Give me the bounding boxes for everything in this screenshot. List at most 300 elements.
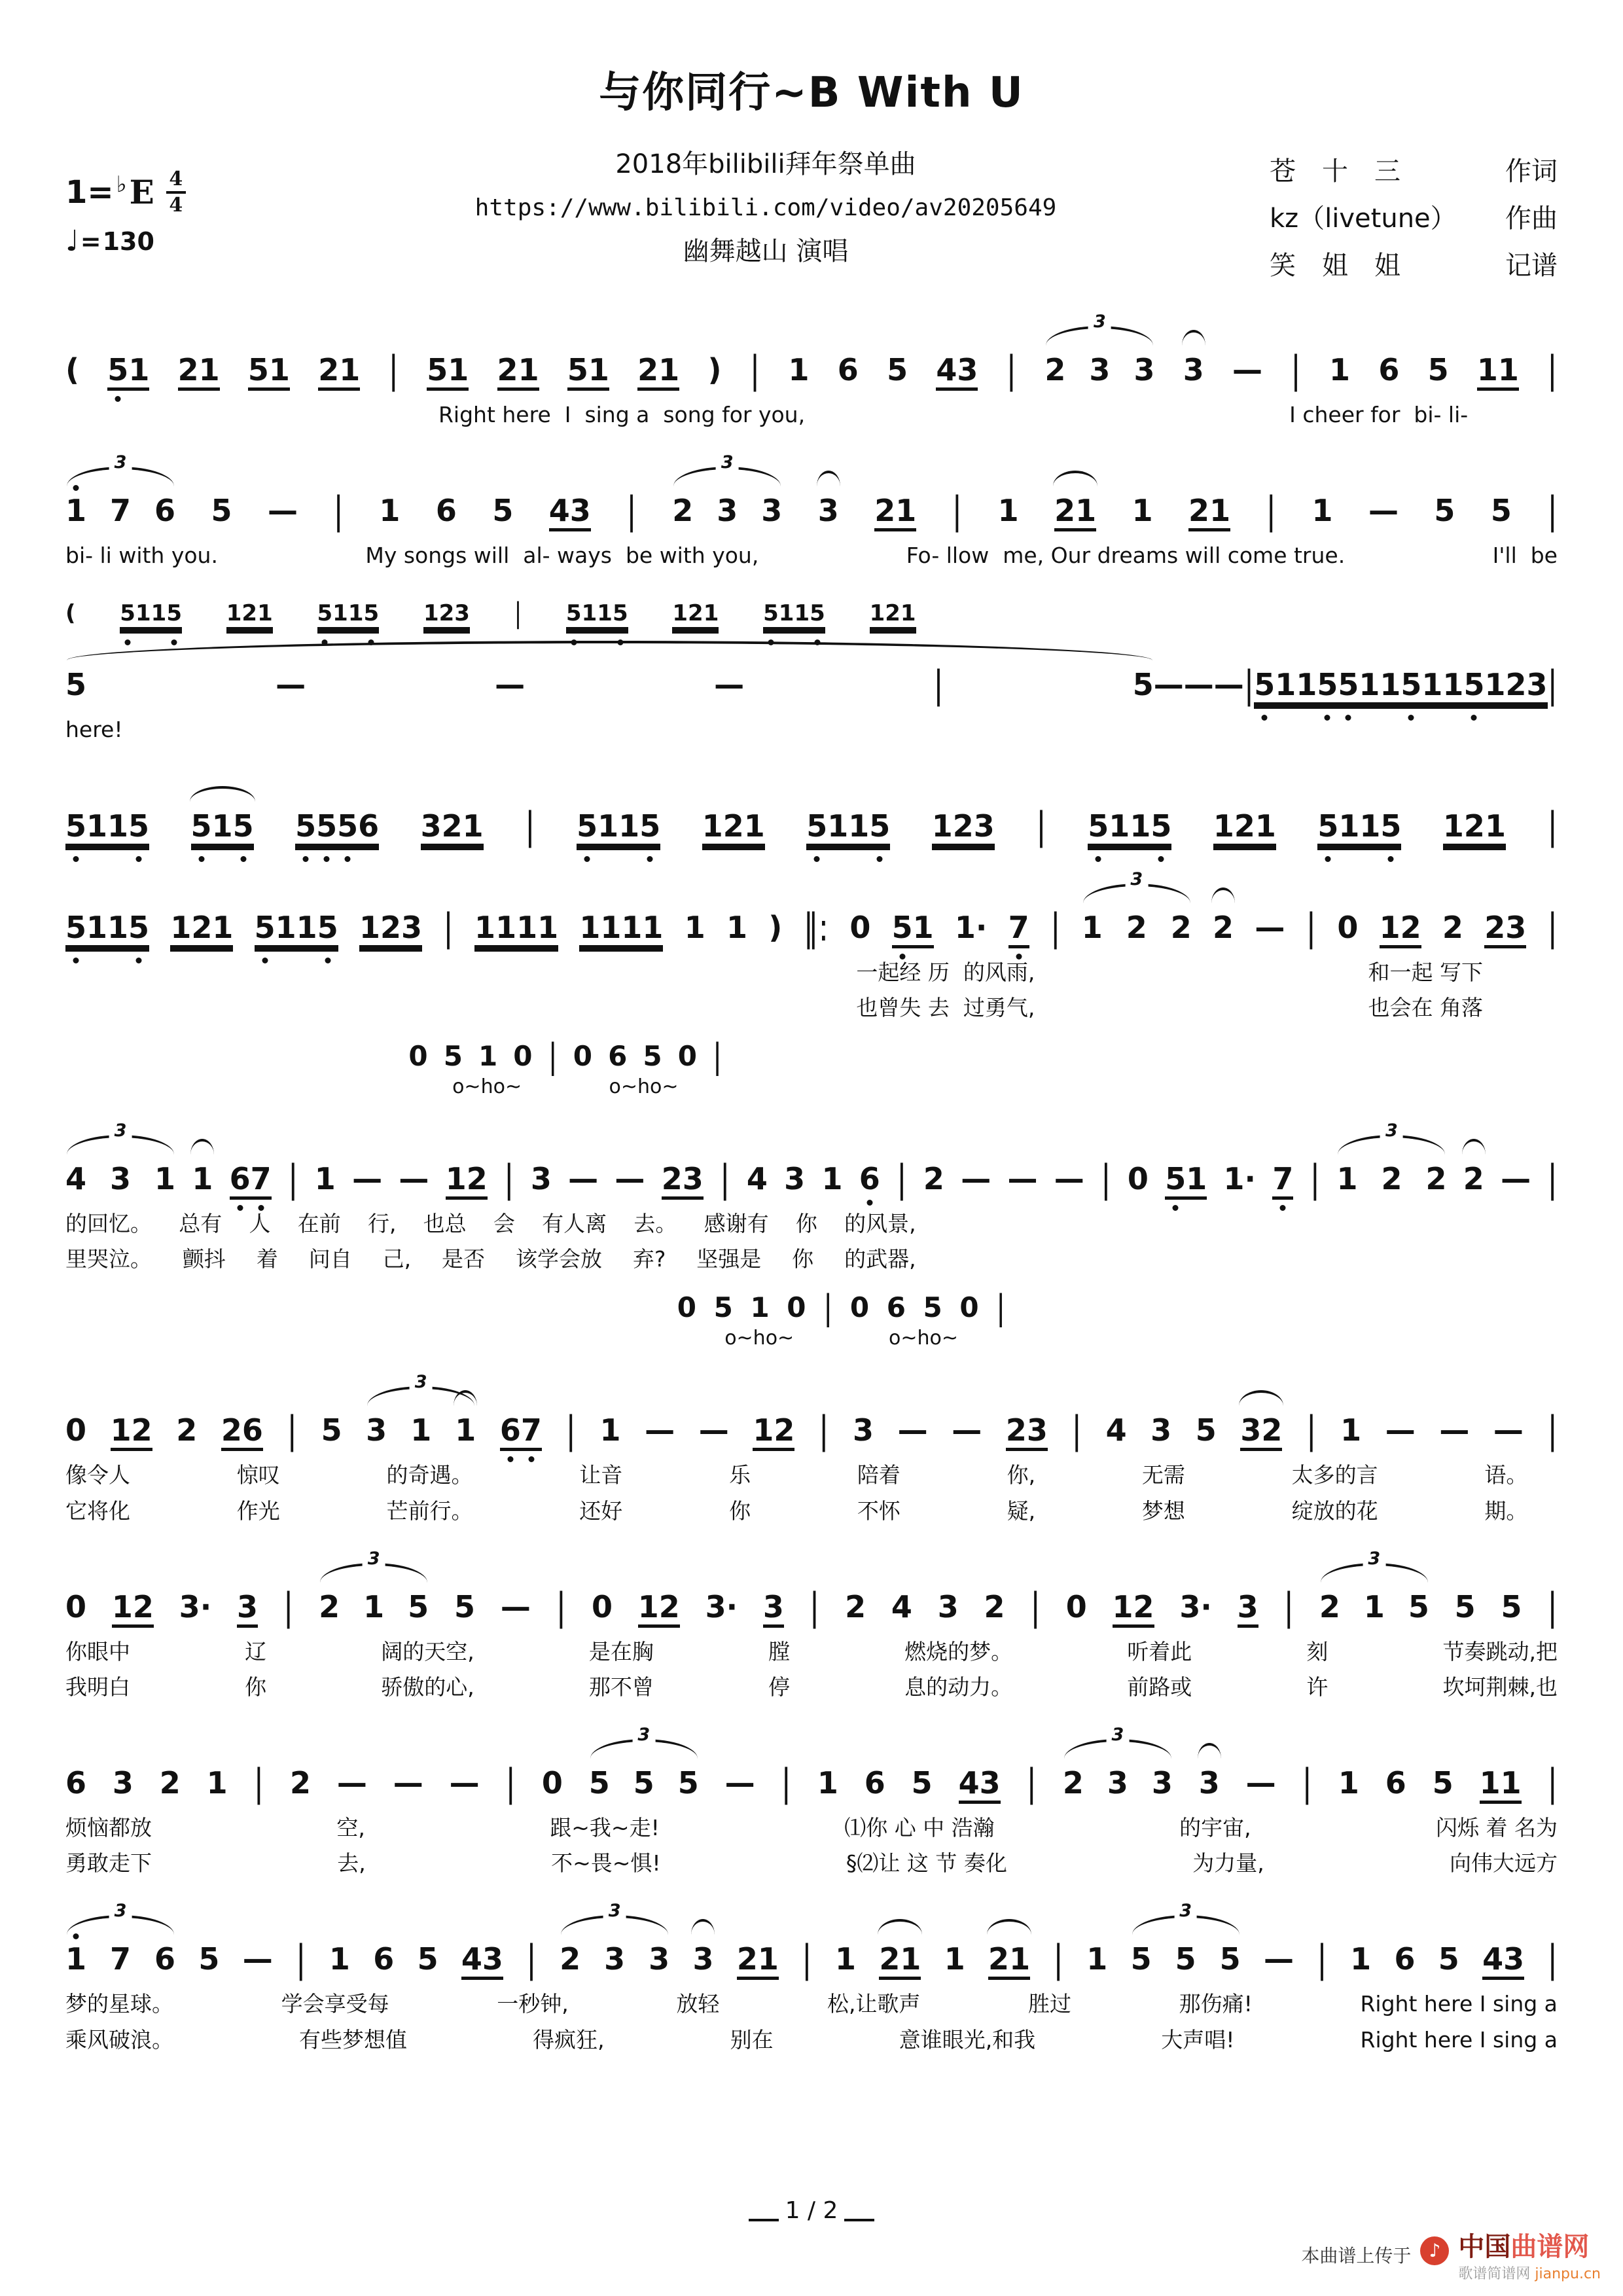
music-system [65,312,1558,430]
lyric-word: 胜过 [1028,1991,1072,2017]
note-char: 5 [633,1765,654,1801]
note-char: · [200,1588,212,1624]
note-char: 0 [849,909,871,945]
note-char: 0 [408,1039,428,1072]
lyrics-line [65,1672,1558,1702]
barline: | [1050,905,1061,950]
note [726,909,747,945]
note-char: 2 [885,600,901,627]
lyric-word: 语。 [1484,1462,1528,1488]
lyric-word: 一秒钟, [497,1991,569,2017]
note-char: 6 [373,1941,395,1977]
note [492,493,514,529]
note-char: 2 [1188,493,1210,529]
lyric-word: 的回忆。 [65,1210,152,1236]
note-char: 2 [1484,909,1506,945]
lyric-word: 阔的天空, [381,1638,474,1664]
music-system [65,597,1558,745]
note-char: 4 [746,1160,768,1196]
note [1088,808,1172,847]
notes-line [65,869,1558,950]
note [1490,493,1512,529]
note-char: — [952,1412,982,1448]
note-char: 6 [608,1039,628,1072]
lyric-word: 惊叹 [236,1462,280,1488]
note [577,808,661,847]
lyrics-line [65,1813,1558,1843]
note-char: 1 [462,808,484,844]
note [65,667,87,703]
barline: | [1306,905,1317,950]
lyric-word: 你, [1007,1462,1036,1488]
note [65,909,150,948]
tempo-bpm: 130 [102,226,154,256]
triplet-number: 3 [109,1122,132,1139]
barline: | [504,1157,514,1201]
note [763,602,825,630]
lyric-word: 大声唱! [1161,2026,1235,2053]
notes-line [65,1120,1558,1201]
lyric-word: Right here I sing a [1360,1991,1558,2017]
note [1482,1941,1525,1980]
note-char: 2 [380,909,401,945]
note-char: 3 [482,1941,503,1977]
note [478,1039,498,1072]
note [318,352,361,391]
music-system [65,869,1558,1023]
lyric-word: 向伟大远方 [1450,1850,1558,1876]
note-char: 1 [1359,808,1381,844]
credit-name: kz（livetune） [1270,204,1457,234]
note-char: 0 [677,1039,697,1072]
lyric-word: 像令人 [65,1462,130,1488]
note-char: 3 [705,1588,726,1624]
lyric-word: 听着此 [1127,1638,1192,1664]
note-char: — [449,1765,480,1801]
note-char: 5 [810,600,825,627]
lyric-word: 你 [729,1498,751,1524]
note-char: 1 [835,1941,857,1977]
note-char: 1 [1112,1588,1133,1624]
note-char: 0 [959,1291,979,1324]
slur-arc [691,1919,715,1935]
note-char: 2 [1005,1412,1027,1448]
note-char: 3 [530,1160,552,1196]
note [637,352,680,391]
note [911,1765,933,1801]
note [567,352,609,391]
lyric-word: 骄傲的心, [381,1674,474,1700]
note-char: 1 [672,600,688,627]
note [435,493,457,529]
note [1319,1588,1340,1624]
note-char: 1 [1442,667,1464,703]
note-char: 2 [874,493,896,529]
note [1432,1765,1454,1801]
note [591,1588,613,1624]
note [1008,909,1029,948]
note [643,1039,662,1072]
note-char: 1 [314,1160,336,1196]
duration-dash [500,1588,531,1624]
notes-line [65,772,1558,847]
note-char: 5 [1400,667,1422,703]
note [1213,909,1234,945]
triplet-arc [1338,1120,1445,1155]
note-char: 1 [1363,1588,1385,1624]
note [608,1039,628,1072]
meter-line [166,191,186,194]
barline: | [1243,662,1255,708]
note-char: — [1439,1412,1470,1448]
note [1317,808,1402,847]
note-char: 3 [1526,667,1548,703]
note [1065,1588,1087,1624]
barline: | [505,1761,516,1805]
site-name [1458,2233,1601,2261]
lyrics-line [856,993,1483,1023]
note-char: 5 [1408,1588,1429,1624]
note [1105,1412,1127,1448]
note-char: 6 [65,1765,87,1801]
barline: | [333,488,344,533]
note-char: · [975,909,988,945]
duration-dash [1054,1160,1084,1196]
triplet-arc [67,1901,174,1935]
meter-top: 4 [169,168,183,190]
note-char: 1 [1086,1941,1108,1977]
note [887,352,908,387]
note-char: — [352,1160,383,1196]
note-char: · [726,1588,738,1624]
note [931,808,995,847]
duration-dash [495,667,526,703]
note-char: 1 [455,1412,476,1448]
note [835,1941,857,1977]
key-prefix: 1= [65,173,114,211]
note-char: 3 [717,493,738,529]
note [1479,1765,1522,1804]
note-char: 5 [492,493,514,529]
lyric-word: 的风景, [844,1210,916,1236]
note-char: — [1255,909,1285,945]
note [461,1941,503,1980]
note-char: 3 [1237,1588,1258,1624]
note [959,1291,979,1324]
note-char: 1 [154,1160,176,1196]
note [677,1291,697,1324]
slur-arc [1053,471,1097,486]
note-char: 1 [1350,1941,1372,1977]
duration-dash [1263,1941,1294,1977]
music-system [65,1120,1558,1274]
music-note-logo-icon: ♪ [1420,2236,1449,2265]
barline: | [388,348,399,392]
note-char: 5 [128,909,150,945]
note-char: 2 [159,1765,181,1801]
lyric-word: 学会享受每 [281,1991,389,2017]
note [923,1160,944,1196]
duration-dash [1501,1160,1531,1196]
note-char: 1 [110,1412,132,1448]
note-char: 5 [869,808,891,844]
note-char: 3 [979,1765,1001,1801]
notes-line [677,1287,1006,1328]
duration-dash [1368,493,1399,529]
note-char: 2 [637,352,659,387]
note [65,1412,87,1448]
note-char: 7 [520,1412,542,1448]
note [111,1588,154,1628]
note-char: 2 [1170,909,1192,945]
note [226,602,273,630]
note [1133,352,1155,387]
note-char: 1 [518,352,539,387]
tuplet-group [1062,1725,1173,1801]
slur-group [65,662,1154,708]
duration-dash [399,1160,429,1196]
note-char: 1 [170,909,192,945]
note-char: 1 [1359,667,1380,703]
note [154,1160,176,1196]
tuplet-group [65,452,176,529]
barline: | [1547,1408,1558,1453]
note-char: 1 [537,909,559,945]
watermark [1301,2233,1601,2283]
triplet-number: 3 [632,1726,655,1744]
note [859,1160,880,1196]
lyric-word: 我明白 [65,1674,130,1700]
note [1179,1588,1212,1624]
note [891,909,934,948]
duration-dash [1245,1765,1276,1801]
note-char: 1 [869,600,885,627]
note [1501,1588,1522,1624]
lyric-word: 为力量, [1192,1850,1264,1876]
note [1425,1160,1447,1196]
note [110,1412,152,1451]
note [1219,1941,1241,1977]
note-char: 1 [348,600,364,627]
note-char: 1 [1329,352,1351,387]
barline: | [1283,1584,1294,1629]
note-char: 2 [466,1160,488,1196]
note [806,808,891,847]
note-char: 2 [952,808,974,844]
note-char: 1 [931,808,953,844]
song-title: 与你同行~B With U [599,69,1024,117]
note-char: — [1153,667,1184,703]
duration-dash [1213,667,1244,703]
note-char: 1 [794,600,810,627]
note-char: 2 [1054,493,1076,529]
note-char: 2 [984,1588,1005,1624]
note [1054,495,1096,531]
note [560,1941,581,1977]
music-system [65,452,1558,571]
barline: | [1547,905,1558,950]
note-char: — [1007,1160,1038,1196]
duration-dash [698,1412,729,1448]
note [1089,352,1111,387]
note [1329,352,1351,387]
note-char: 1 [600,909,622,945]
note-char: 2 [879,1941,901,1977]
note-char: 3 [761,493,783,529]
note-char: 0 [849,1291,870,1324]
lyric-word: 有人离 [542,1210,607,1236]
note-char: 2 [318,352,340,387]
note [110,1941,132,1977]
note-char: 1 [516,909,538,945]
lyric-word: 别在 [730,2026,774,2053]
barline: | [556,1584,567,1629]
lyric-word: 有些梦想值 [299,2026,408,2053]
note-char: 1 [599,1412,621,1448]
note [984,1588,1005,1624]
note-char: 3 [853,1412,874,1448]
note [443,1039,463,1072]
lyric-word: Fo- llow me, Our dreams will come true. [906,543,1346,569]
duration-dash [645,1412,675,1448]
note-char: 5 [1427,352,1449,387]
note [821,1160,843,1196]
triplet-arc [1083,869,1190,903]
lyric-word: 刻 [1306,1638,1329,1664]
music-system [65,1901,1558,2054]
note-char: 5 [408,1588,429,1624]
note-char: 6 [859,1160,880,1196]
note [1350,1941,1372,1977]
barline: | [952,488,963,533]
note-char: 2 [722,808,744,844]
note-char: 5 [1338,667,1359,703]
note-char: — [645,1412,675,1448]
note-char: 2 [221,1412,242,1448]
note [1381,1160,1402,1196]
lyrics-line [65,1244,916,1274]
note-char: 2 [131,1412,152,1448]
site-name-part1: 中国 [1458,2232,1511,2262]
note [784,1160,806,1196]
note-char: 5 [427,352,448,387]
note-char: 3 [649,1941,670,1977]
note [159,1765,181,1801]
note-char: · [1244,1160,1257,1196]
note-char: 5 [1219,1941,1241,1977]
note-char: 5 [317,600,333,627]
note-char: 5 [120,600,135,627]
note [110,493,132,529]
note-char: 2 [1044,352,1066,387]
notes-line [65,1901,1558,1982]
note [1237,1588,1258,1628]
triplet-arc [67,1120,174,1155]
note [988,1941,1031,1980]
note [366,1412,387,1448]
lyric-word: 颤抖 [182,1246,226,1272]
note-char: 1 [1009,1941,1031,1977]
lyric-word: 坎坷荆棘,也 [1442,1674,1558,1700]
note-char: 2 [1126,909,1147,945]
note-char: 5 [1254,667,1275,703]
note-char: 3 [569,493,591,529]
note [423,602,470,630]
note-char: 1 [128,352,150,387]
lyric-word: 梦的星球。 [65,1991,173,2017]
lyric-word: 辽 [245,1638,267,1664]
barline: | [514,597,522,630]
lyric-word: 不~畏~惧! [551,1850,661,1876]
note-char: — [724,1765,755,1801]
note-char: 6 [1378,352,1400,387]
lyric-word: 节奏跳动,把 [1442,1638,1558,1664]
note-char: 6 [864,1765,885,1801]
note [702,808,765,847]
note [684,909,705,945]
note-char: 6 [499,1412,521,1448]
note [1188,495,1230,531]
note [1107,1765,1128,1801]
note-char: 5 [1432,1765,1454,1801]
barline: | [1302,1761,1313,1805]
note-char: 6 [837,352,859,387]
lyric-word: 该学会放 [515,1246,602,1272]
note [817,1765,838,1801]
note [107,352,150,391]
slur-arc [1462,1139,1486,1155]
note-char: 5 [198,1941,220,1977]
barline: | [443,905,454,950]
notes-line [408,1035,722,1076]
note-char: 2 [672,493,694,529]
note-char: 3 [937,1588,959,1624]
note-char: 2 [845,1588,866,1624]
lyric-word: My songs will al- ways be with you, [365,543,759,569]
note-char: 0 [65,1412,87,1448]
note-char: 2 [1319,1588,1340,1624]
duration-dash [952,1412,982,1448]
lyric-word: 绽放的花 [1291,1498,1378,1524]
lyric-word: 让音 [579,1462,623,1488]
barline: | [548,1035,558,1076]
note [637,1588,680,1628]
notes-line [65,1372,1558,1453]
barline: | [287,1157,298,1201]
note [65,493,87,529]
barline: | [933,662,944,708]
quarter-note-icon: ♩ [65,224,79,258]
note [1442,909,1463,945]
time-signature [166,169,186,215]
lyric-word: 意谁眼光,和我 [899,2026,1036,2053]
note-char: 0 [1337,909,1359,945]
note-char: — [1054,1160,1084,1196]
note-char: 1 [588,352,609,387]
note [112,1765,134,1801]
note-char: 1 [151,600,167,627]
note-char: 1 [618,808,640,844]
credit-line: 幽舞越山 演唱 [683,236,849,266]
note [1223,1160,1257,1196]
lyric-word: 膛 [768,1638,790,1664]
lyric-word: 的宇宙, [1179,1815,1251,1841]
note [120,602,182,630]
note-char: 1 [895,493,917,529]
note-char: 1 [1209,493,1231,529]
note [427,352,469,391]
lyric-word: 会 [493,1210,515,1236]
